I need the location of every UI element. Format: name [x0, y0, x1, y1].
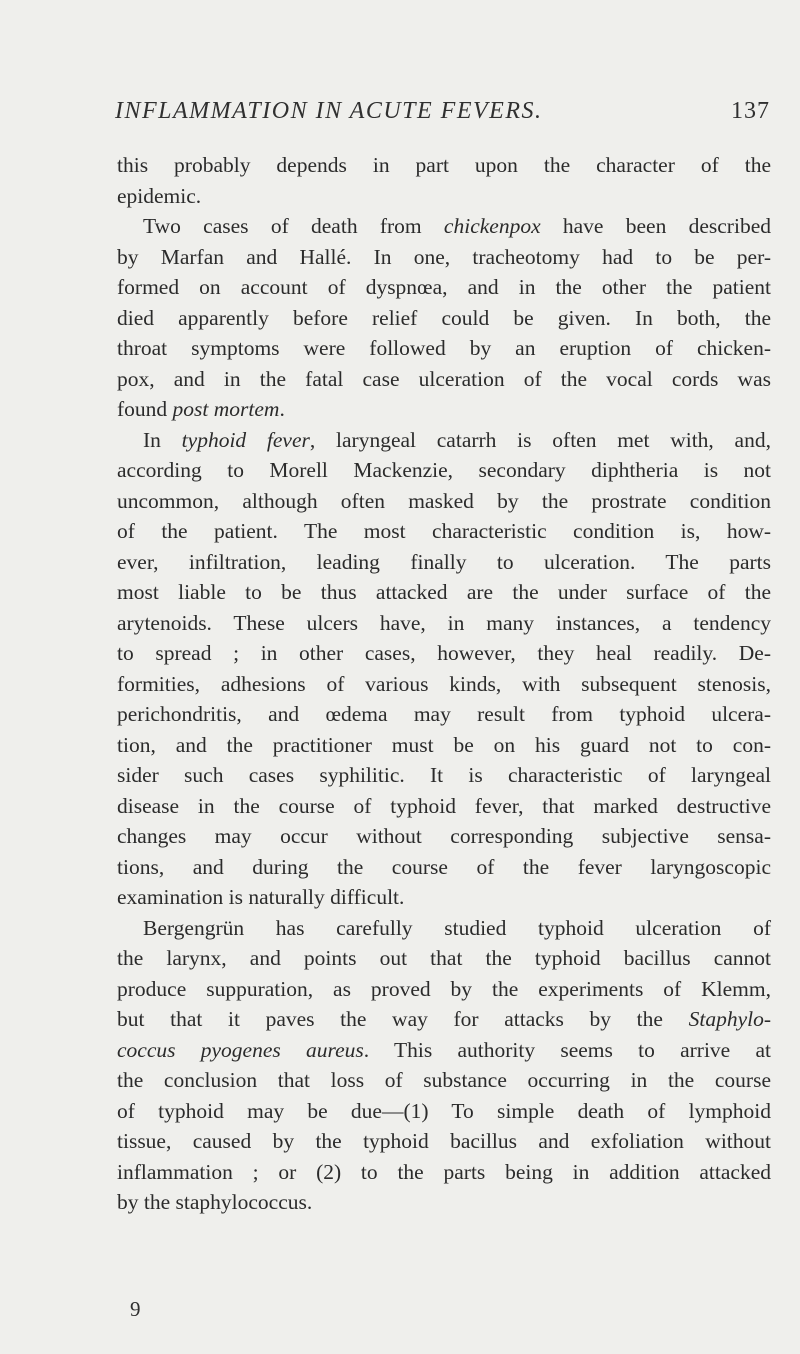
text-line: Bergengrün has carefully studied typhoid ulceration of — [143, 915, 771, 940]
text-line: coccus pyogenes aureus. This authority seems to arrive at — [117, 1037, 771, 1062]
text-line: tissue, caused by the typhoid bacillus and exfoliation without — [117, 1129, 771, 1153]
text-line: most liable to be thus attacked are the under surface of the — [117, 580, 771, 604]
text-line: tions, and during the course of the fever laryngoscopic — [117, 854, 771, 879]
text-line: Two cases of death from chickenpox have been described — [143, 214, 771, 238]
page-header — [0, 98, 800, 132]
text-line: throat symptoms were followed by an eruption of chicken- — [117, 336, 771, 360]
text-line: pox, and in the fatal case ulceration of the vocal cords was — [117, 366, 771, 391]
page-number: 137 — [731, 98, 770, 124]
text-line: according to Morell Mackenzie, secondary diphtheria is not — [117, 458, 771, 482]
text-line: arytenoids. These ulcers have, in many instances, a tendency — [117, 610, 771, 635]
text-line: this probably depends in part upon the character of the — [117, 153, 771, 177]
text-line: uncommon, although often masked by the prostrate condition — [117, 488, 771, 513]
text-line: by the staphylococcus. — [117, 1190, 313, 1214]
text-line: In typhoid fever, laryngeal catarrh is often met with, and, — [143, 427, 771, 452]
text-line: formed on account of dyspnœa, and in the other the patient — [117, 275, 771, 299]
text-line: of typhoid may be due—(1) To simple death of lymphoid — [117, 1098, 771, 1123]
text-line: inflammation ; or (2) to the parts being in addition attacked — [117, 1159, 771, 1184]
text-line: found post mortem. — [117, 397, 285, 421]
body-text — [117, 150, 771, 1218]
text-line: disease in the course of typhoid fever, that marked destructive — [117, 793, 771, 818]
text-line: changes may occur without corresponding subjective sensa- — [117, 824, 771, 848]
text-line: the larynx, and points out that the typhoid bacillus cannot — [117, 946, 771, 970]
signature-mark: 9 — [130, 1297, 141, 1321]
running-title: INFLAMMATION IN ACUTE FEVERS. — [115, 98, 543, 124]
text-line: tion, and the practitioner must be on his guard not to con- — [117, 732, 771, 757]
text-line: sider such cases syphilitic. It is characteristic of laryngeal — [117, 763, 771, 787]
text-line: perichondritis, and œdema may result from typhoid ulcera- — [117, 702, 771, 726]
text-line: the conclusion that loss of substance occurring in the course — [117, 1068, 771, 1092]
text-line: formities, adhesions of various kinds, with subsequent stenosis, — [117, 671, 771, 696]
text-line: of the patient. The most characteristic condition is, how- — [117, 519, 771, 543]
text-line: epidemic. — [117, 183, 202, 208]
text-line: to spread ; in other cases, however, they heal readily. De- — [117, 641, 771, 665]
text-line: by Marfan and Hallé. In one, tracheotomy had to be per- — [117, 244, 771, 269]
text-line: produce suppuration, as proved by the experiments of Klemm, — [117, 976, 771, 1001]
text-line: died apparently before relief could be given. In both, the — [117, 305, 771, 330]
text-line: ever, infiltration, leading finally to ulceration. The parts — [117, 549, 771, 574]
text-line: but that it paves the way for attacks by the Staphylo- — [117, 1007, 771, 1031]
text-line: examination is naturally difficult. — [117, 885, 405, 909]
